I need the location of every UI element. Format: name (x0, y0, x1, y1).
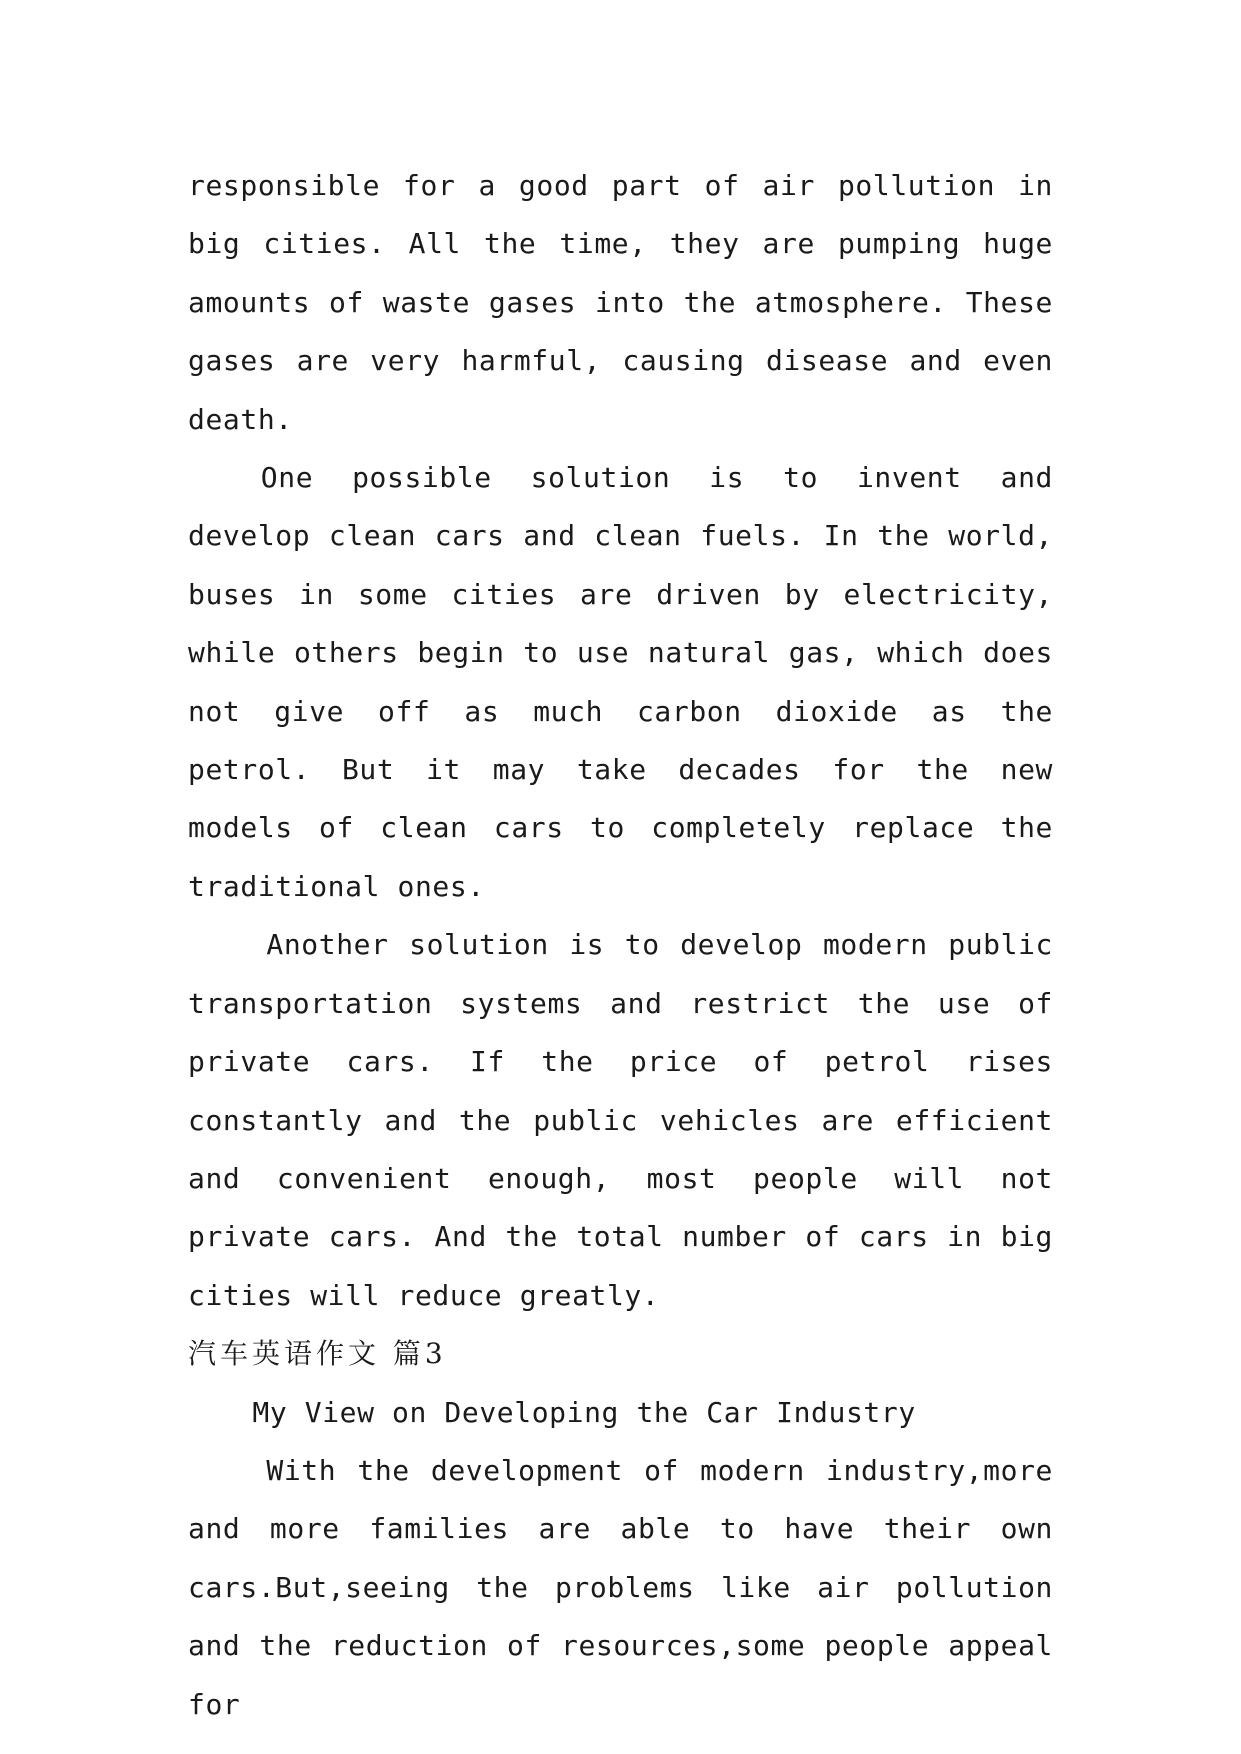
paragraph-car-industry: With the development of modern industry,more and more families are able to have their own cars.But,seeing the problems like air pollution and the reduction of resources,some people appeal for (188, 1453, 1053, 1721)
paragraph-public-transport: Another solution is to develop modern public transportation systems and restrict the use of private cars. If the price of petrol rises constantly and the public vehicles are efficient and convenient enough, most people will not private cars. And the total number of cars in big cities will reduce greatly. (188, 928, 1053, 1312)
section-heading: 汽车英语作文 篇3 (188, 1337, 447, 1371)
paragraph-clean-cars: One possible solution is to invent and develop clean cars and clean fuels. In the world, buses in some cities are driven by electricity, while others begin to use natural gas, which does not give off as much carbon dioxide as the petrol. But it may take decades for the new models of clean cars to completely replace the traditional ones. (188, 461, 1053, 903)
paragraph-pollution-intro: responsible for a good part of air pollution in big cities. All the time, they are pumping huge amounts of waste gases into the atmosphere. These gases are very harmful, causing disease and even death. (188, 169, 1053, 436)
document-body (188, 157, 1053, 1734)
essay-title: My View on Developing the Car Industry (252, 1395, 916, 1429)
